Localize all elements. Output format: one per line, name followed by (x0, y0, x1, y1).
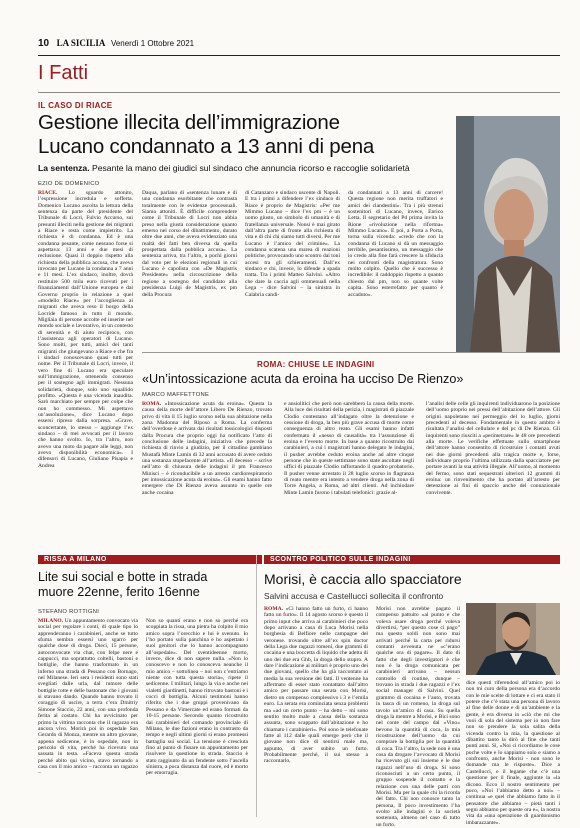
left-bottom-col-1: MILANO. Un appuntamento convocato via social per regolare i conti, di quale tipo lo apprenderanno i carabinieri, anche se tutto sfuma sembra essersi uno sgarro per qualche dose di droga. Dieci, 15 persone, autoconvocate via chat, con felpe nere e cappucci, ma soprattutto coltelli, bastoni e bottiglie, che hanno trasformato in un inferno una strada di Pessano con Bornago, nel Milanese. Ieri sera i residenti sono stati svegliati dalle urla, dal rumore delle bottiglie rotte e delle bastonate che i giovani si stavano dando. Quando hanno trovato il coraggio di uscire, a terra c’era Dmitriy Simone Staccio, 22 anni, con una profonda ferita al costato. Chi ha avvicinato per primo la vittima racconta che il ragazzo era ancora vivo. Morirà poi in ospedale San Gerardo di Monza, mentre un altro giovane, appena sedicenne, è in ospedale, non in pericolo di vita, perché ha ricevuto una sassata in testa. «Faceva questa strada perché abito qui vicino, stavo tornando a casa con il mio amico – racconta un ragazzo – (38, 618, 138, 777)
mid-kicker: ROMA: CHIUSE LE INDAGINI (257, 360, 375, 369)
portrait-illustration (456, 116, 560, 352)
left-bottom-lead: MILANO. (38, 618, 64, 624)
right-bottom-subhead: Salvini accusa e Castellucci sollecita il confronto (264, 591, 444, 601)
top-byline: EZIO DE DOMENICO (38, 181, 100, 187)
page-header (38, 38, 558, 52)
top-lead: RIACE. (38, 190, 58, 196)
top-col-1: RIACE. Lo sguardo attonito, l’espressione incredula e sofferta. Domenico Lucano ascolta la lettura della sentenza da parte del presidente del Tribunale di Locri, Fulvio Accurso, sui presunti illeciti nella gestione dei migranti a Riace e resta come impietrito. La richiesta è di condanna. Ed è una condanna pesante, come nessuno forse si aspettava: 13 anni e due mesi di reclusione. Quasi il doppio rispetto alla richiesta della pubblica accusa, che aveva invocato per Lucano la condanna a 7 anni e 11 mesi. L’ex sindaco, inoltre, dovrà restituire 500 mila euro ricevuti per i finanziamenti dall’Unione europea e dal Governo proprio in relazione a quel «modello Riace» per l’accoglienza ai migranti che aveva reso il borgo della Locride famoso in tutto il mondo. Migliaia di persone accolte ed inserite nel mondo sociale e lavorativo, in un contesto di serenità e di aiuto reciproco, con l’assistenza agli operatori di Lucano. Sono molti, per tutti, amici dei tanti migranti che giungevano a Riace e che fra i sindaci conoscevano quasi tutti per nome. Per il Tribunale di Locri, invece, il vero fine di Lucano era speculare sull’immigrazione, ottenendo consenso per il sostegno agli immigrati. Nessuna solidarietà, dunque, solo uno squallido profitto. «Questa è una vicenda inaudita. Sarò marchiato per sempre per colpe che non ho commesso. Mi aspettavo un’assoluzione», dice Lucano dopo essersi ripreso dalla sorpresa. «Grave, sconcertante, lo stesso – aggiunge l’ex sindaco – di mei avvocati per il lavoro che hanno svolto. Io, tra l’altro, non avevo una moto da pagare alle leggi, non avevo disponibilità economica». I difensori di Lucano, Giuliano Pisapia e Andrea (38, 190, 133, 469)
right-bottom-col-2: Morisi non avrebbe pagato il compenso pattuito «al punto e che voleva usare droga perché voleva divertirsi, “per questo cose ci pago” ma questo soldi non sono mai arrivati perché la carta per ridursi contanti avvenuta ne «c’erano qualche ora di pagare». Il dato di fatto che degli investigatori è che non è la droga comunicata per carabinieri arrivano – nessun controllo di routine, dunque – trovano in strada i due ragazzi e l’ex social manager di Salvini. Quel grammo di cocaina e l’auto, trovata in tasca di un romeno, la droga sul tavolo un’amico di casa. Su quella droga la mentre a Morisi, e Bici sono nel conte del campo dal «Vino» bevono la quantità di coca, la mia ricostruzione dell’uomo da cui comprare la bottiglia per la quantità di coca. Tra l’altro, la sede non è una cosa da drogare l’avvocato di Morisi ha ricevuto gli sui insieme e le due ragazzi nell’uso di droga. Si sono riconosciuti a un certo punto, il gruppo sospende il contatto e la relazione con una delle parti con Morisi. Ma per la quale chi la ricorda del fatto. Chi non conosce tanto la persona, Il poco investimento l’ha svolto alle indagini e la società sostenuta, almeno nel caso di tutto un furto. (376, 606, 460, 828)
right-bottom-col-3: dice questi riferendosi all’amico poi io non mi curo della persona era d’accordo con le mie scelte di lottare e ci era stato il potere che c’è stata una persona di lavoro al fine delle donne e di un’ambiente e la gente, è era diversa in «ciò che mi che vuoi di sola del sistema per io non fare non so prendere la sola salita della vicenda contro la mia, la questione al dibattito tanto la dirò al fine che tanti punti anni. Si, «Noi ci ricordiamo le cose poche volte e lo sappiamo solo e siamo a confronto, anche Morisi - non sono le domande ma le risposte». Dice a Castellucci, e il legame che c’è una questione per il finale, aggiunte la «la dicono. Ecco il nostro sentimento per poco, «Noi l’abbiamo detto a noi» – continua «e quel che abbiamo fatto in il pensatore che abbiamo – pietà tanti i segni abbiamo per queste ora e», la nostra vita da «una operazione di guardonismo imbarazzante». (466, 680, 560, 826)
mid-col-1: ROMA. «Intossicazione acuta da eroina». Questa la causa della morte dell’attore Libero De Rienzo, trovato privo di vita il 15 luglio scorso nella sua abitazione nella zona Madonna del Riposo a Roma. La conferma dell’overdose è arrivata dai risultati tossicologici disposti dalla Procura che proprio oggi ha notificato l’atto di conclusione delle indagini, iniziativa che precede la richiesta di rinvio a giudizio, per il cittadino gambiano Mustafà Minte Lamin di 32 anni accusato di avere ceduto una sostanza stupefacente all’artista. «Il decesso – scrive nell’atto di chiusura delle indagini il pm Francesco Minisci – è riconducibile a un arresto cardiorespiratorio per intossicazione acuta da eroina». Gli esami hanno fatto emergere che Di Rienzo aveva assunto in quelle ore anche cocaina (142, 401, 272, 496)
left-bottom-headline (38, 570, 260, 600)
mid-byline: MARCO MAFFETTONE (142, 392, 210, 398)
mid-headline: «Un’intossicazione acuta da eroina ha ucciso De Rienzo» (142, 372, 464, 386)
left-bottom-headline-line2: muore 22enne, ferito 16enne (38, 585, 200, 599)
left-bottom-byline: STEFANO ROTTIGNI (38, 609, 100, 615)
top-bottom-rule (142, 352, 560, 353)
header-rule (38, 55, 560, 56)
top-col-4: da condannati a 13 anni di carcere! Questa regione non merita truffatori e amici dei clandestini». Tra i più strenui sostenitori di Lucano, invece, Enrico Letta. Il segretario del Pd prima invita la Rione «rivoluzione nella riforma» Mimmo Lucano». E poi, a Porta a Porta, torna sulla vicenda: «credo che con la condanna di Lucano si dà un messaggio terribile, pesantissimo, un messaggio che io credo alla fine farà crescere la sfiducia nei confronti della magistratura. Sono molto colpito. Quello che è successo è incredibile: il raddoppio rispetto a quanto chiesto dal pm, non so quante volte capita. Sono esterrefatto per quanto è accaduto». (348, 190, 443, 298)
section-title: I Fatti (38, 62, 89, 84)
top-sub-bold: La sentenza. (38, 163, 90, 173)
left-bottom-headline-line1: Lite sui social e botte in strada (38, 570, 208, 584)
top-sub-rest: Pesante la mano dei giudici sul sindaco che annuncia ricorso e raccoglie solidarietà (89, 163, 410, 173)
top-col-2: Daqua, parlano di «sentenza lunare e di una condanna esorbitante che contrasta totalmente con le evidenze processuali. Siamo attoniti. È difficile comprendere come il Tribunale di Locri non abbia preso nella giusta considerazione quanto emerso nel corso del dibattimento, durato oltre due anni, che aveva evidenziato una realtà dei fatti ben diversa da quella prospettata dalla pubblica accusa». La sentenza arriva, tra l’altro, a pochi giorni dal voto per le elezioni regionali in cui Lucano è capolista con «De Magistris Presidente» nella circoscrizione della regione a sostegno del candidato alla presidenza Luigi de Magistris, ex pm della Procura (142, 190, 237, 298)
top-headline-line1: Gestione illecita dell’immigrazione (38, 111, 340, 134)
right-bottom-lead: ROMA. (264, 606, 284, 612)
section-rule (38, 92, 560, 93)
bottom-column-divider (256, 555, 257, 817)
mid-lead: ROMA. (142, 401, 162, 407)
left-bottom-label: RISSA A MILANO (38, 555, 262, 564)
newspaper-name: LA SICILIA (56, 38, 106, 48)
issue-date: Venerdì 1 Ottobre 2021 (110, 39, 195, 48)
right-bottom-col-1: ROMA. «Ci hanno fatto un furto, ci hanno fatto un furto». Il 14 agosto scorso è questo il primo input che arriva ai carabinieri che poco dopo arrivano a casa di Luca Morisi nella borghesia di Belfiore nelle campagne del veronese. trovando oltre all’ex spin doctor della Lega due ragazzi romeni, due grammi di cocaina e una boccetta di liquido che adetta di uno dei due era Ghb, la droga dello stupro. A dare l’indicazione ai militari è proprio uno dei due giovani, quello che ha già raccontato ai media la sua versione dei fatti. Il ventenne ha affermato di esser stato contattato dall’altro amico per passare una serata con Morisi, dietro un compenso complessivo i 3 e l’emila euro. La serata era cominciata senza problemi ma «ad un certo punto – ha detto – mi sono sentito molto male a causa della sostanza assunta, sono scappato dall’abitazione e ho chiamato i carabinieri». Poi sono le telefonate fatte al 112 dalle quali emerge però che il giovane non dice di sentirsi male ma, appunto, di aver subito un furto. Probabilmente perché, il sui stesso a raccontarlo, (264, 606, 368, 765)
top-kicker: IL CASO DI RIACE (38, 101, 113, 110)
top-headline-line2: Lucano condannato a 13 anni di pena (38, 135, 375, 158)
top-subheadline (38, 163, 518, 173)
right-bottom-label: SCONTRO POLITICO SULLE INDAGINI (264, 555, 560, 564)
lucano-photo (456, 116, 560, 352)
mid-col-2: e ansiolitici che però non sarebbero la causa della morte. Alla luce dei risultati della perizia, i magistrati di piazzale Clodio contestano all’indagato oltre la detenzione e cessione di droga, la ben più grave accusa di morte come conseguenza di altro reato. Gli esami hanno infatti confermato il «nesso di causalità» tra l’assunzione di eroina e l’evento morte. In base a quanto ricostruito dai carabinieri, a cui i magistrati hanno delegato le indagini, il pusher avrebbe ceduto eroina anche ad altre cinque persone che in queste settimane sono state ascoltate negli uffici di piazzale Clodio raffortando il quadro probatorio. Il pusher venne arrestato il 28 luglio scorso in flagranza di reato mentre era intento a vendere droga nella zona di Torre Angela, a Roma, ad altri clienti. Ad inchiodare Minte Lamin furono i tabulati telefonici: grazie al- (284, 401, 414, 496)
left-bottom-col-2: Non so quanti erano e non so perché era scoppiata la rissa, una pietra ha colpito il mio amico sopra l’orecchio e lui è svenuto. Io l’ho portato sulla panchina e ho aspettato i suoi genitori che lo hanno accompagnato all’ospedale». Del sventideenne morto, invece, dice di non sapere nulla. «Non lo conoscevo e non lo conosceva neanche il mio amico – sottolinea – noi non c’entriamo niente con tutta questa storia», ripete il sedicenne. I militari, lungo la via e anche nei vialetti giardinetti, hanno ritrovato bastoni e i cocci di bottiglia. Alcuni testimoni hanno riferito che i due gruppi provenivano da Pessano e da Vimercate ed erano formati da 10-15 persone. Secondo quanto ricostruito dai carabinieri del comando provinciale di Milano, le due fazioni erano in contrasto da tempo e negli ultimi giorni si erano promessi battaglia sui social. La tensione è cresciuta fino al punto di fissare un appuntamento per risolvere la questione in strada. Staccio è stato raggiunto da un fendente sotto l’ascella sinistra, a poca distanza dal cuore, ed è morto per emorragia. (146, 618, 248, 777)
page-number: 10 (38, 38, 50, 49)
top-col-3: di Catanzaro e sindaco uscente di Napoli. E tra i primi a difendere l’ex sindaco di Riace è proprio de Magistris: «Per me Mimmo Lucano – dice l’ex pm – è un uomo giusto, un simbolo di umanità e di fratellanza universale. Nonsi è mai girato dall’altra parte di fronte alla richiesta di vita e di chi chi siamo tutti diversi. Per me Lucano è l’amico del crimine». La condanna scatena una marea di reazioni politiche, provocando uno scontro dai toni accesi tra gli schieramenti. Dall’ex sindaco e chi, invece, lo difende a spada tratta. Tra i primi Matteo Salvini. «Altro che dare la caccia agli ommenuali nella Lega – dice Salvini – la sinistra in Calabria candi- (245, 190, 340, 298)
morisi-photo (466, 603, 560, 675)
top-headline (38, 111, 518, 159)
right-bottom-headline: Morisi, è caccia allo spacciatore (264, 571, 462, 587)
morisi-portrait-illustration (466, 603, 560, 675)
mid-col-3: l’analisi delle celle gli inquirenti individuarono la posizione dell’uomo proprio nei pressi dell’abitazione dell’attore. Gli origini napoletane nei permeggio del lo luglio, giorni precedenti al decesso. Fondamentale in questo ambito è risultata l’analisi del cellulare e del pc di De Rienzo. Gli inquirenti sono riusciti a «perimetrare» le 48 ore precedenti alla morte. Le verifiche effettuate sullo smartphone dell’attore hanno consentito di ricostruire i contatti avuti nei due giorni precedenti alla tragica morte e, forse, individuare proprio l’ultima utilizzata dalla spacciatore per portare avanti la sua attività illegale. All’uomo, al momento del fermo, sono stati sequestrati ulteriori 12 grammi di eroina: un rinvenimento che ha portato all’arresto per detenzione ai fini di spaccio anche del connazionale convivente. (426, 401, 560, 496)
